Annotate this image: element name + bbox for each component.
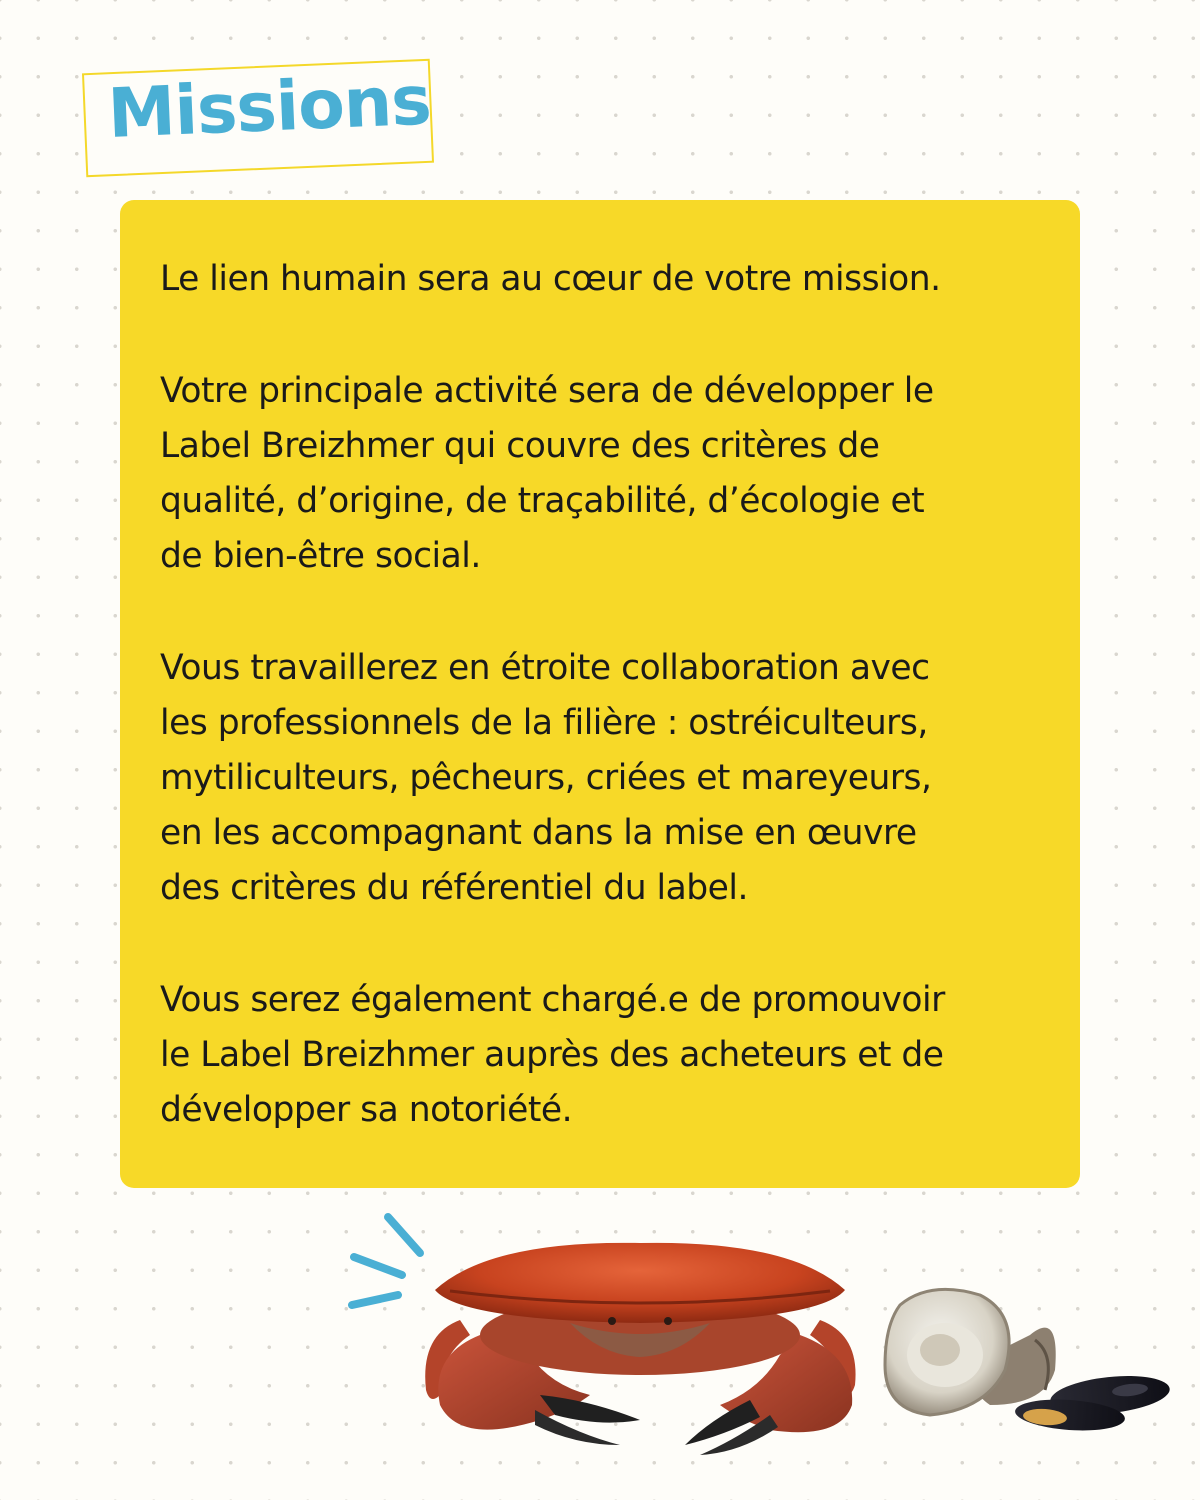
mission-paragraph-1: Le lien humain sera au cœur de votre mission. [160, 259, 941, 299]
sparkle-lines-icon [352, 1217, 420, 1305]
mission-paragraph-4: Vous serez également chargé.e de promouvoir le Label Breizhmer auprès des acheteurs et de développer sa notoriété. [160, 980, 945, 1130]
oyster-illustration [885, 1289, 1056, 1415]
mission-paragraph-2: Votre principale activité sera de développer le Label Breizhmer qui couvre des critères de qualité, d’origine, de traçabilité, d’écologie et de bien-être social. [160, 371, 934, 576]
mission-paragraph-3: Vous travaillerez en étroite collaboration avec les professionnels de la filière : ostréiculteurs, mytiliculteurs, pêcheurs, criées et mareyeurs, en les accompagnant dans la mise en œuvre des critères du référentiel du label. [160, 648, 932, 908]
seafood-illustration [340, 1205, 1180, 1465]
page-title: Missions [106, 61, 433, 154]
crab-illustration [425, 1243, 855, 1455]
missions-card [120, 200, 1080, 1188]
